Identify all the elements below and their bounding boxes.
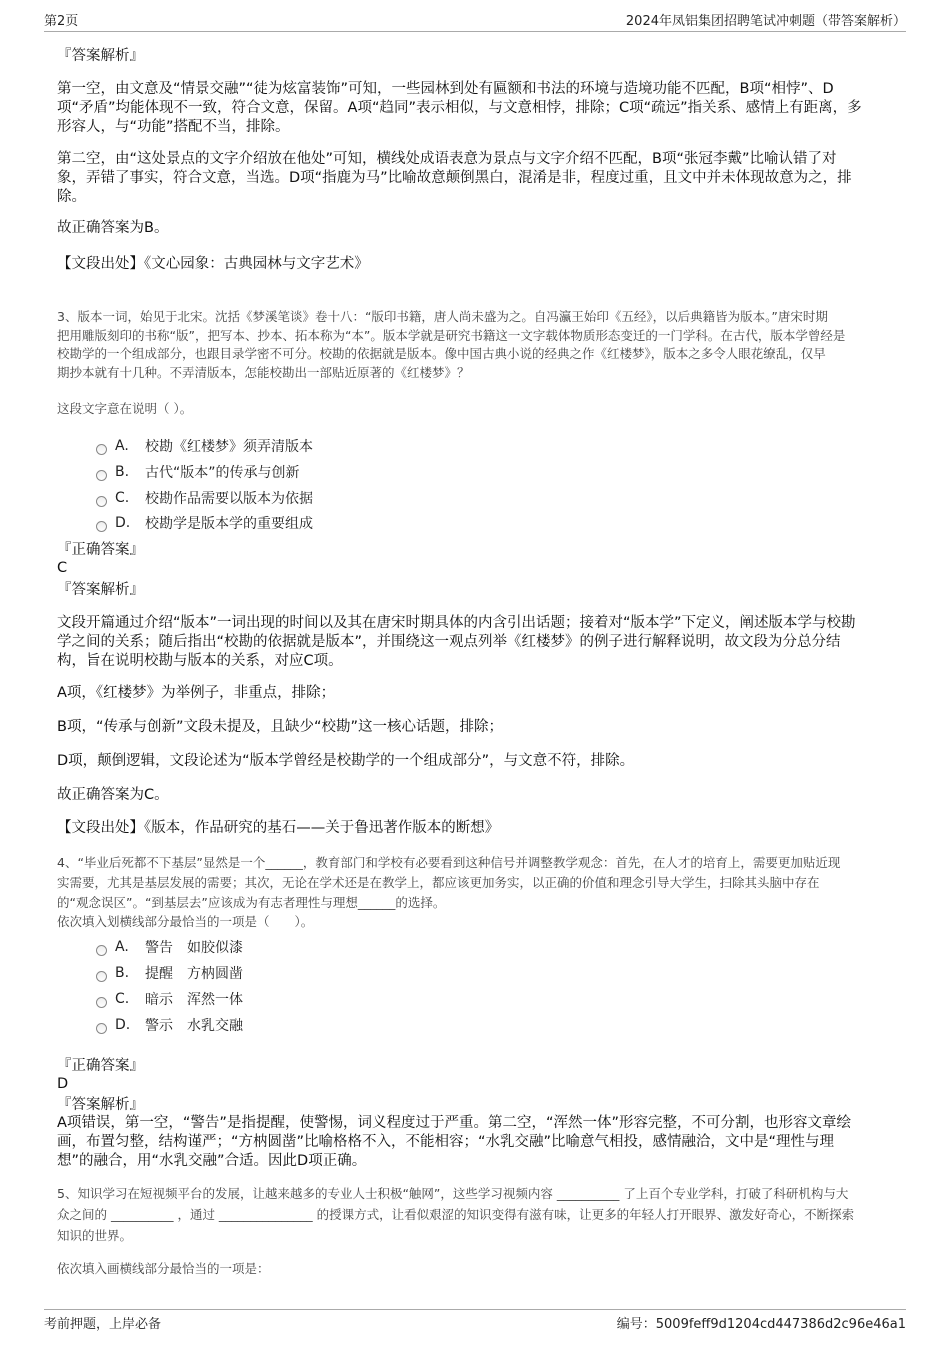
source: 【文段出处】《文心园象：古典园林与文字艺术》 — [57, 256, 369, 272]
option-letter: B. — [115, 965, 130, 981]
analysis-paragraph — [57, 614, 907, 671]
option-d[interactable] — [96, 1015, 243, 1035]
text-line: 想”的融合，用“水乳交融”合适。因此D项正确。 — [57, 1153, 367, 1169]
text-line: 学之间的关系；随后指出“校勘的依据就是版本”，并围绕这一观点列举《红楼梦》的例子进行解释说明，故文段为分总分结 — [57, 634, 841, 650]
question-3-prompt: 这段文字意在说明（ ）。 — [57, 401, 193, 416]
option-letter: D. — [115, 515, 131, 531]
text-line: 除。 — [57, 189, 86, 205]
correct-answer: C — [57, 560, 68, 576]
conclusion: 故正确答案为B。 — [57, 220, 169, 236]
radio-icon[interactable] — [96, 521, 107, 532]
document-id: 编号：5009feff9d1204cd447386d2c96e46a1 — [616, 1317, 906, 1332]
radio-icon[interactable] — [96, 470, 107, 481]
question-5-stem — [57, 1183, 907, 1246]
option-word-2: 水乳交融 — [187, 1018, 243, 1034]
option-b[interactable] — [96, 963, 243, 983]
option-b-note: B项，“传承与创新”文段未提及，且缺少“校勘”这一核心话题，排除； — [57, 719, 503, 735]
option-text: 校勘作品需要以版本为依据 — [145, 491, 313, 507]
correct-answer: D — [57, 1076, 69, 1092]
text-line: 3、版本一词，始见于北宋。沈括《梦溪笔谈》卷十八：“版印书籍，唐人尚未盛为之。自冯瀛王始印《五经》，以后典籍皆为版本。”唐宋时期 — [57, 309, 828, 324]
radio-icon[interactable] — [96, 997, 107, 1008]
option-word-2: 方枘圆凿 — [187, 966, 243, 982]
option-a-note: A项，《红楼梦》为举例子，非重点，排除； — [57, 685, 336, 701]
header-divider — [44, 31, 906, 32]
text-line: 象，弄错了事实，符合文意，当选。D项“指鹿为马”比喻故意颠倒黑白，混淆是非，程度过重，且文中并未体现故意为之，排 — [57, 170, 852, 186]
option-word-2: 如胶似漆 — [187, 940, 243, 956]
analysis-label: 『答案解析』 — [57, 1097, 144, 1113]
footer-divider — [44, 1309, 906, 1310]
text-line: 把用雕版刻印的书称“版”，把写本、抄本、拓本称为“本”。版本学就是研究书籍这一文字载体物质形态变迁的一门学科。在古代，版本学曾经是 — [57, 327, 846, 343]
question-5-prompt: 依次填入画横线部分最恰当的一项是： — [57, 1261, 270, 1276]
option-letter: C. — [115, 991, 130, 1007]
correct-answer-label: 『正确答案』 — [57, 542, 144, 558]
radio-icon[interactable] — [96, 496, 107, 507]
text-line: A项错误，第一空，“警告”是指提醒，使警惕，词义程度过于严重。第二空，“浑然一体”形容完整，不可分割，也形容文章绘 — [57, 1115, 851, 1131]
option-letter: B. — [115, 464, 130, 480]
option-text: 校勘学是版本学的重要组成 — [145, 516, 313, 532]
text-line: 画，布置匀整，结构谨严；“方枘圆凿”比喻格格不入，不能相容；“水乳交融”比喻意气相投，感情融洽，文中是“理性与理 — [57, 1134, 835, 1150]
text-line: 期抄本就有十几种。不弄清版本，怎能校勘出一部贴近原著的《红楼梦》？ — [57, 365, 470, 381]
option-letter: A. — [115, 939, 129, 955]
radio-icon[interactable] — [96, 945, 107, 956]
analysis-paragraph-1 — [57, 80, 907, 137]
text-line: 形容人，与“功能”搭配不当，排除。 — [57, 119, 290, 135]
document-title: 2024年凤铝集团招聘笔试冲刺题（带答案解析） — [625, 14, 906, 29]
question-4-prompt: 依次填入划横线部分最恰当的一项是（ ）。 — [57, 914, 314, 930]
text-line: 5、知识学习在短视频平台的发展，让越来越多的专业人士积极“触网”，这些学习视频内容 __________ 了上百个专业学科，打破了科研机构与大 — [57, 1186, 849, 1201]
page-number: 第2页 — [44, 14, 79, 29]
option-letter: D. — [115, 1017, 131, 1033]
correct-answer-label: 『正确答案』 — [57, 1058, 144, 1074]
option-word-1: 警示 — [145, 1018, 173, 1034]
analysis-label: 『答案解析』 — [57, 48, 144, 64]
text-line: 实需要，尤其是基层发展的需要；其次，无论在学术还是在教学上，都应该更加务实，以正确的价值和理念引导大学生，扫除其头脑中存在 — [57, 874, 820, 890]
option-c[interactable] — [96, 488, 313, 508]
footer-slogan: 考前押题，上岸必备 — [44, 1317, 162, 1332]
radio-icon[interactable] — [96, 1023, 107, 1034]
option-text: 校勘《红楼梦》须弄清版本 — [145, 439, 313, 455]
radio-icon[interactable] — [96, 971, 107, 982]
question-3-stem — [57, 308, 907, 383]
text-line: 的“观念误区”。“到基层去”应该成为有志者理性与理想______的选择。 — [57, 894, 446, 910]
text-line: 项“矛盾”均能体现不一致，符合文意，保留。A项“趋同”表示相似，与文意相悖，排除；C项“疏远”指关系、感情上有距离，多 — [57, 100, 862, 116]
option-word-1: 暗示 — [145, 992, 173, 1008]
text-line: 构，旨在说明校勘与版本的关系，对应C项。 — [57, 653, 343, 669]
question-4-stem — [57, 853, 907, 932]
text-line: 众之间的 __________ ，通过 _______________ 的授课方式，让看似艰涩的知识变得有滋有味，让更多的年轻人打开眼界、激发好奇心，不断探索 — [57, 1207, 855, 1222]
radio-icon[interactable] — [96, 444, 107, 455]
option-word-1: 警告 — [145, 940, 173, 956]
text-line: 知识的世界。 — [57, 1228, 133, 1243]
option-text: 古代“版本”的传承与创新 — [145, 465, 300, 481]
text-line: 4、“毕业后死都不下基层”显然是一个______，教育部门和学校有必要看到这种信号并调整教学观念：首先，在人才的培育上，需要更加贴近现 — [57, 855, 841, 870]
option-letter: C. — [115, 490, 130, 506]
analysis-label: 『答案解析』 — [57, 582, 144, 598]
option-b[interactable] — [96, 462, 300, 482]
option-d[interactable] — [96, 513, 313, 533]
option-word-2: 浑然一体 — [187, 992, 243, 1008]
option-d-note: D项，颠倒逻辑，文段论述为“版本学曾经是校勘学的一个组成部分”，与文意不符，排除。 — [57, 753, 635, 769]
option-c[interactable] — [96, 989, 243, 1009]
source: 【文段出处】《版本，作品研究的基石——关于鲁迅著作版本的断想》 — [57, 820, 500, 836]
conclusion: 故正确答案为C。 — [57, 787, 169, 803]
text-line: 第一空，由文意及“情景交融”“徒为炫富装饰”可知，一些园林到处有匾额和书法的环境与造境功能不匹配，B项“相悖”、D — [57, 81, 834, 97]
text-line: 校勘学的一个组成部分，也跟目录学密不可分。校勘的依据就是版本。像中国古典小说的经典之作《红楼梦》，版本之多令人眼花缭乱，仅早 — [57, 346, 826, 362]
text-line: 第二空，由“这处景点的文字介绍放在他处”可知，横线处成语表意为景点与文字介绍不匹配，B项“张冠李戴”比喻认错了对 — [57, 151, 837, 167]
option-letter: A. — [115, 438, 129, 454]
option-word-1: 提醒 — [145, 966, 173, 982]
option-a[interactable] — [96, 436, 313, 456]
analysis-paragraph — [57, 1114, 907, 1171]
option-a[interactable] — [96, 937, 243, 957]
text-line: 文段开篇通过介绍“版本”一词出现的时间以及其在唐宋时期具体的内含引出话题；接着对“版本学”下定义，阐述版本学与校勘 — [57, 615, 856, 631]
analysis-paragraph-2 — [57, 150, 907, 207]
